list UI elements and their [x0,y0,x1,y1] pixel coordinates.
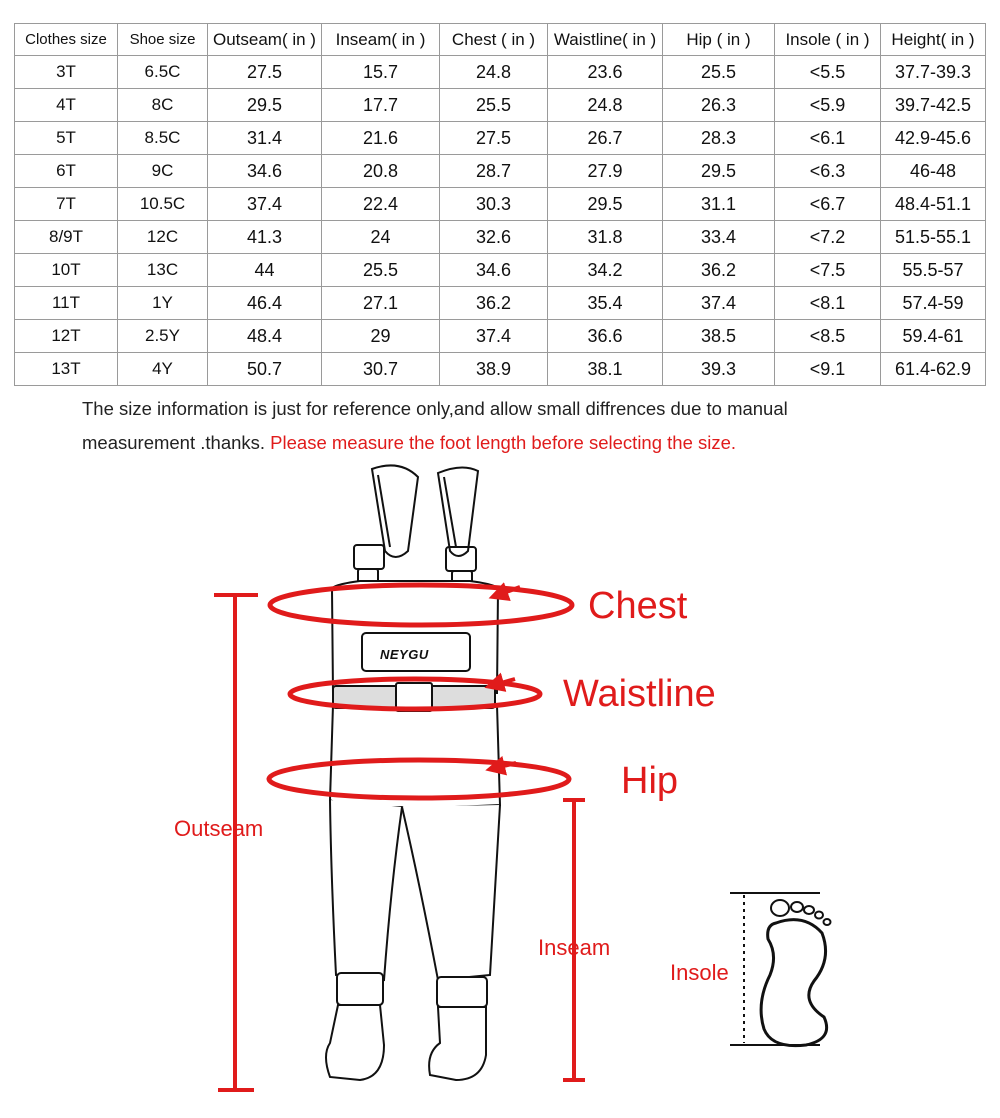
table-cell: 48.4-51.1 [881,188,986,221]
table-cell: 9C [118,155,208,188]
column-header: Hip ( in ) [663,24,775,56]
table-cell: 5T [15,122,118,155]
table-cell: 27.5 [440,122,548,155]
table-cell: 25.5 [663,56,775,89]
column-header: Shoe size [118,24,208,56]
table-cell: 6T [15,155,118,188]
table-cell: 31.4 [208,122,322,155]
table-cell: 10T [15,254,118,287]
insole-label: Insole [670,960,729,985]
table-cell: 31.1 [663,188,775,221]
table-cell: <5.9 [775,89,881,122]
table-cell: 39.7-42.5 [881,89,986,122]
table-cell: 29.5 [663,155,775,188]
column-header: Height( in ) [881,24,986,56]
table-cell: 35.4 [548,287,663,320]
table-cell: 12C [118,221,208,254]
outseam-label: Outseam [174,816,264,841]
measure-note [82,432,736,454]
table-cell: <6.3 [775,155,881,188]
insole-footprint [730,893,831,1046]
table-row [15,155,986,188]
hip-label: Hip [621,760,679,802]
table-cell: 46-48 [881,155,986,188]
table-row [15,320,986,353]
table-cell: 38.1 [548,353,663,386]
table-cell: 10.5C [118,188,208,221]
table-body [15,56,986,386]
table-cell: 15.7 [322,56,440,89]
table-cell: 36.6 [548,320,663,353]
table-cell: 26.7 [548,122,663,155]
chest-label: Chest [588,585,688,627]
table-cell: 39.3 [663,353,775,386]
table-cell: 6.5C [118,56,208,89]
table-cell: 24.8 [440,56,548,89]
table-cell: 25.5 [322,254,440,287]
table-cell: <5.5 [775,56,881,89]
table-cell: 46.4 [208,287,322,320]
table-cell: 13T [15,353,118,386]
table-cell: 34.2 [548,254,663,287]
table-cell: 38.9 [440,353,548,386]
table-cell: 51.5-55.1 [881,221,986,254]
table-cell: 36.2 [663,254,775,287]
table-cell: 50.7 [208,353,322,386]
column-header: Outseam( in ) [208,24,322,56]
table-cell: <8.1 [775,287,881,320]
table-cell: 21.6 [322,122,440,155]
thanks-text: measurement .thanks. [82,432,271,453]
column-header: Waistline( in ) [548,24,663,56]
table-cell: 11T [15,287,118,320]
table-cell: 20.8 [322,155,440,188]
table-cell: 59.4-61 [881,320,986,353]
reference-note: The size information is just for reference only,and allow small diffrences due to manual [82,398,788,419]
table-cell: 4T [15,89,118,122]
outseam-line [214,595,258,1090]
table-row [15,254,986,287]
table-cell: <6.1 [775,122,881,155]
table-cell: 26.3 [663,89,775,122]
table-cell: <7.5 [775,254,881,287]
table-row [15,89,986,122]
table-cell: 33.4 [663,221,775,254]
column-header: Chest ( in ) [440,24,548,56]
table-cell: 36.2 [440,287,548,320]
table-cell: 24 [322,221,440,254]
table-cell: 22.4 [322,188,440,221]
table-cell: 34.6 [208,155,322,188]
table-cell: 8C [118,89,208,122]
table-cell: 7T [15,188,118,221]
table-cell: 29.5 [548,188,663,221]
table-cell: 12T [15,320,118,353]
size-chart-table [14,23,986,386]
table-row [15,122,986,155]
table-cell: 55.5-57 [881,254,986,287]
table-cell: <7.2 [775,221,881,254]
table-cell: 29 [322,320,440,353]
table-cell: <8.5 [775,320,881,353]
table-cell: 27.5 [208,56,322,89]
table-cell: 38.5 [663,320,775,353]
table-row [15,353,986,386]
column-header: Insole ( in ) [775,24,881,56]
brand-logo: NEYGU [380,647,429,662]
table-cell: 37.4 [440,320,548,353]
table-cell: 37.7-39.3 [881,56,986,89]
table-row [15,188,986,221]
table-cell: 31.8 [548,221,663,254]
table-cell: 17.7 [322,89,440,122]
table-cell: 57.4-59 [881,287,986,320]
table-cell: 37.4 [663,287,775,320]
waistline-label: Waistline [563,673,716,715]
table-cell: 42.9-45.6 [881,122,986,155]
table-row [15,221,986,254]
table-cell: 13C [118,254,208,287]
table-cell: <9.1 [775,353,881,386]
table-cell: 27.1 [322,287,440,320]
table-cell: 61.4-62.9 [881,353,986,386]
table-cell: 28.7 [440,155,548,188]
table-cell: 41.3 [208,221,322,254]
table-cell: 29.5 [208,89,322,122]
table-cell: 8.5C [118,122,208,155]
table-cell: 34.6 [440,254,548,287]
table-cell: 32.6 [440,221,548,254]
table-cell: <6.7 [775,188,881,221]
table-cell: 4Y [118,353,208,386]
table-cell: 37.4 [208,188,322,221]
table-cell: 30.7 [322,353,440,386]
table-cell: 8/9T [15,221,118,254]
wader-illustration [0,455,1000,1113]
table-cell: 25.5 [440,89,548,122]
table-cell: 27.9 [548,155,663,188]
column-header: Clothes size [15,24,118,56]
column-header: Inseam( in ) [322,24,440,56]
table-cell: 44 [208,254,322,287]
table-row [15,287,986,320]
table-header-row [15,24,986,56]
table-cell: 28.3 [663,122,775,155]
table-cell: 2.5Y [118,320,208,353]
table-cell: 24.8 [548,89,663,122]
measure-foot-warning: Please measure the foot length before selecting the size. [270,432,737,453]
wader-measurement-diagram [0,455,1000,1113]
inseam-label: Inseam [538,935,611,960]
table-cell: 30.3 [440,188,548,221]
table-cell: 23.6 [548,56,663,89]
table-cell: 48.4 [208,320,322,353]
table-cell: 3T [15,56,118,89]
table-cell: 1Y [118,287,208,320]
table-row [15,56,986,89]
